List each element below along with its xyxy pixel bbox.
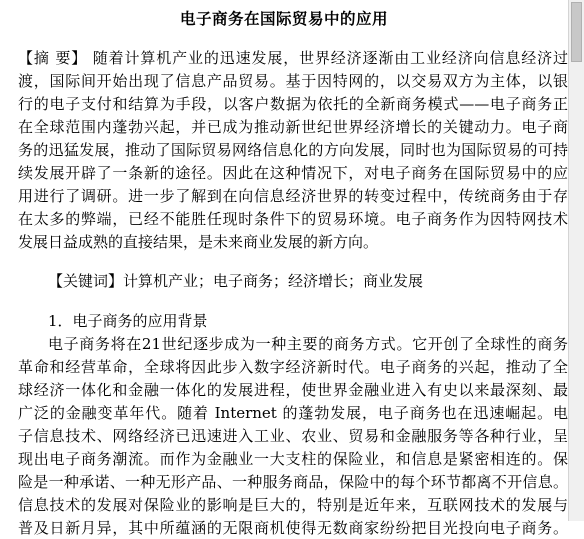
body-line: 普及日新月异，其中所蕴涵的无限商机使得无数商家纷纷把目光投向电子商务。	[18, 519, 568, 537]
body-line: 现出电子商务潮流。而作为金融业一大支柱的保险业，和信息是紧密相连的。保	[18, 450, 568, 468]
keywords-line: 【关键词】计算机产业；电子商务；经济增长；商业发展	[48, 272, 424, 290]
body-line: 革命和经营革命，全球将因此步入数字经济新时代。电子商务的兴起，推动了全	[18, 358, 568, 376]
scrollbar-thumb[interactable]	[571, 2, 582, 62]
abstract-line: 务的迅猛发展，推动了国际贸易网络信息化的方向发展，同时也为国际贸易的可持	[18, 141, 568, 159]
body-line: 球经济一体化和金融一体化的发展进程，使世界金融业进入有史以来最深刻、最	[18, 381, 568, 399]
abstract-line: 在全球范围内蓬勃兴起，并已成为推动新世纪世界经济增长的关键动力。电子商	[18, 118, 568, 136]
body-line: 信息技术的发展对保险业的影响是巨大的，特别是近年来，互联网技术的发展与	[18, 496, 568, 514]
body-line: 电子商务将在21世纪逐步成为一种主要的商务方式。它开创了全球性的商务	[48, 335, 568, 353]
vertical-scrollbar[interactable]	[568, 0, 584, 521]
abstract-line: 【摘 要】 随着计算机产业的迅速发展，世界经济逐渐由工业经济向信息经济过	[18, 49, 568, 67]
abstract-line: 用进行了调研。进一步了解到在向信息经济世界的转变过程中，传统商务由于存	[18, 187, 568, 205]
body-line: 险是一种承诺、一种无形产品、一种服务商品，保险中的每个环节都离不开信息。	[18, 473, 568, 491]
abstract-line: 发展日益成熟的直接结果，是未来商业发展的新方向。	[18, 233, 379, 251]
body-line: 广泛的金融变革年代。随着 Internet 的蓬勃发展，电子商务也在迅速崛起。电	[18, 404, 568, 422]
body-line: 子信息技术、网络经济已迅速进入工业、农业、贸易和金融服务等各种行业，呈	[18, 427, 568, 445]
abstract-line: 在太多的弊端，已经不能胜任现时条件下的贸易环境。电子商务作为因特网技术	[18, 210, 568, 228]
abstract-line: 渡，国际间开始出现了信息产品贸易。基于因特网的，以交易双方为主体，以银	[18, 72, 568, 90]
abstract-line: 续发展开辟了一条新的途径。因此在这种情况下，对电子商务在国际贸易中的应	[18, 164, 568, 182]
document-title: 电子商务在国际贸易中的应用	[179, 10, 388, 28]
section-heading: 1．电子商务的应用背景	[48, 312, 208, 330]
abstract-line: 行的电子支付和结算为手段，以客户数据为依托的全新商务模式——电子商务正	[18, 95, 568, 113]
